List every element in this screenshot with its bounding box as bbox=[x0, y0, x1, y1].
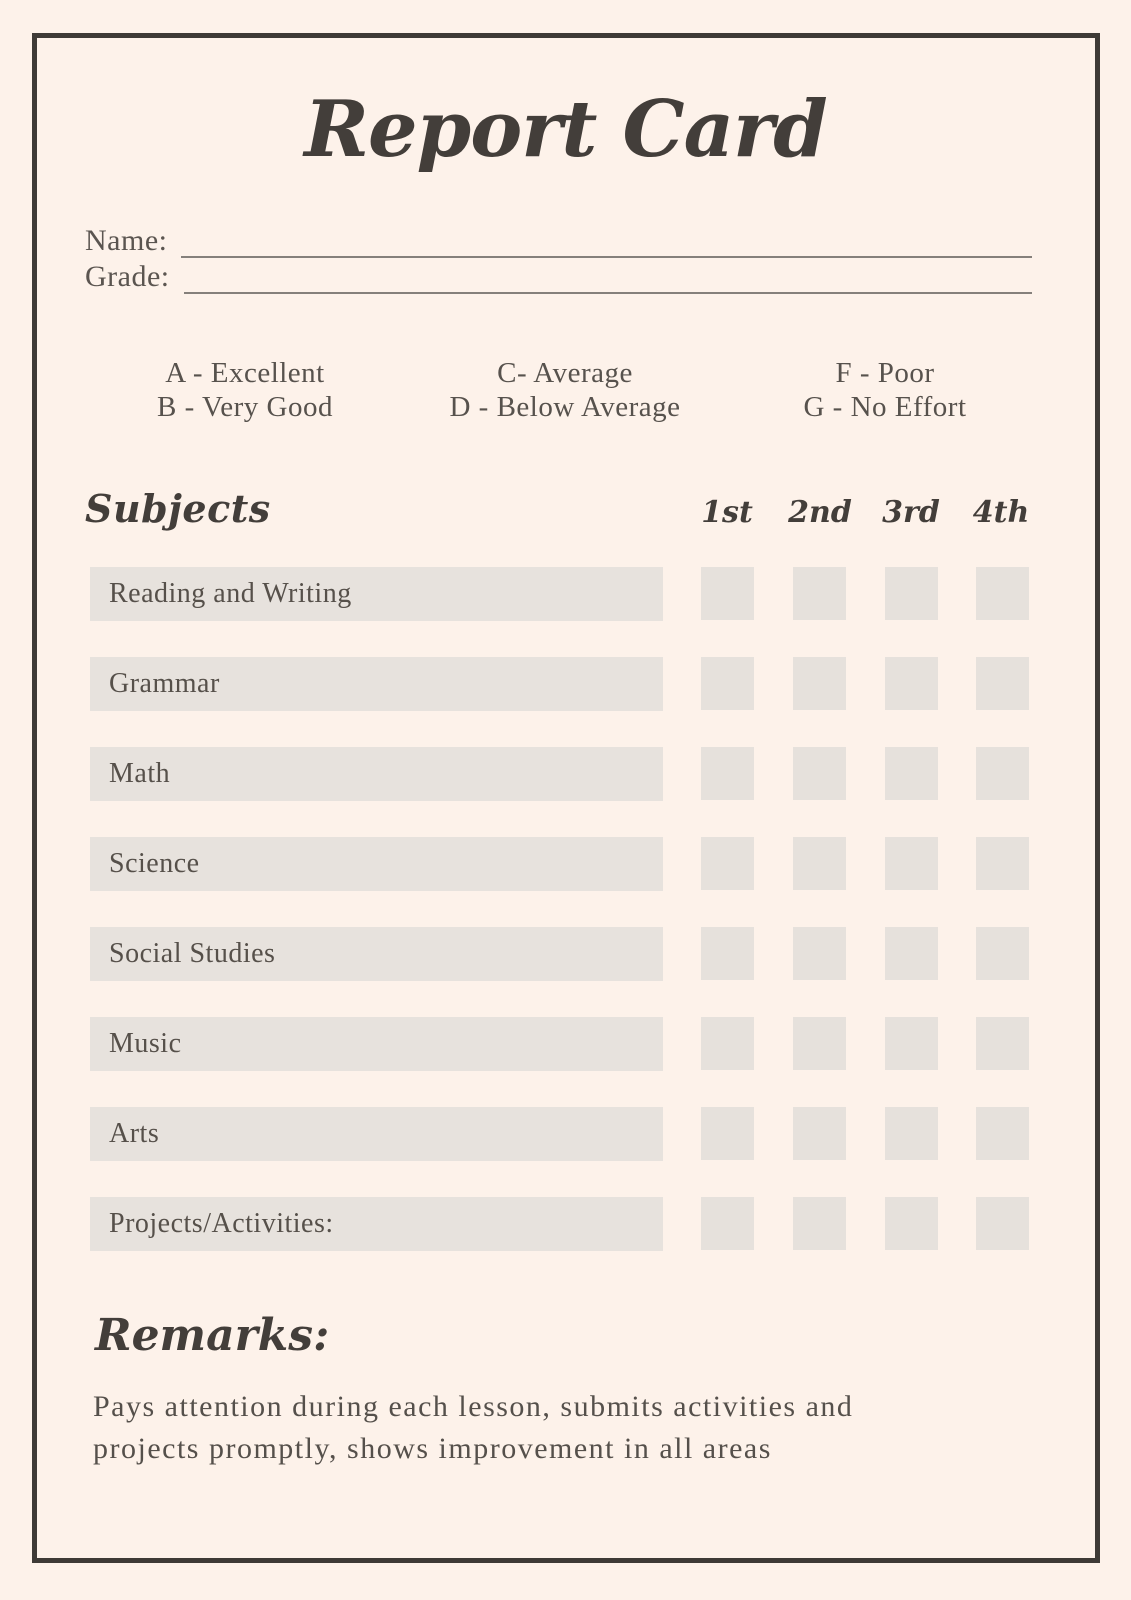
legend-column-2 bbox=[405, 356, 725, 424]
grade-cell[interactable] bbox=[701, 837, 754, 890]
remarks-line-1: Pays attention during each lesson, submits activities and bbox=[93, 1390, 854, 1423]
legend-item: D - Below Average bbox=[449, 391, 681, 423]
grade-cell[interactable] bbox=[976, 1107, 1029, 1160]
remarks-line-2: projects promptly, shows improvement in all areas bbox=[93, 1432, 772, 1465]
subject-label: Arts bbox=[109, 1118, 160, 1149]
remarks-heading: Remarks: bbox=[95, 1310, 330, 1361]
subjects-heading: Subjects bbox=[85, 486, 271, 531]
grade-cell[interactable] bbox=[885, 1107, 938, 1160]
grade-cell[interactable] bbox=[976, 927, 1029, 980]
grade-cell[interactable] bbox=[976, 657, 1029, 710]
grade-cell[interactable] bbox=[976, 1017, 1029, 1070]
grade-cell[interactable] bbox=[885, 927, 938, 980]
subject-label-bar bbox=[90, 1107, 663, 1161]
grade-cell[interactable] bbox=[885, 657, 938, 710]
grade-cell[interactable] bbox=[701, 747, 754, 800]
table-row bbox=[0, 1197, 1131, 1251]
subject-label: Music bbox=[109, 1028, 182, 1059]
grade-field-row bbox=[85, 260, 1032, 294]
grade-cell[interactable] bbox=[885, 837, 938, 890]
grade-cell[interactable] bbox=[885, 1197, 938, 1250]
grade-cell[interactable] bbox=[885, 567, 938, 620]
subject-label-bar bbox=[90, 837, 663, 891]
grade-label: Grade: bbox=[85, 260, 170, 293]
grade-cell[interactable] bbox=[976, 1197, 1029, 1250]
subject-label-bar bbox=[90, 567, 663, 621]
quarter-header-1st: 1st bbox=[701, 495, 753, 530]
quarter-header-4th: 4th bbox=[972, 495, 1030, 530]
grade-cell[interactable] bbox=[793, 1107, 846, 1160]
table-row bbox=[0, 657, 1131, 711]
grade-cell[interactable] bbox=[885, 1017, 938, 1070]
table-row bbox=[0, 927, 1131, 981]
name-line[interactable] bbox=[181, 224, 1032, 258]
table-row bbox=[0, 747, 1131, 801]
grading-legend bbox=[85, 356, 1045, 424]
legend-item: B - Very Good bbox=[157, 391, 333, 423]
grade-cell[interactable] bbox=[701, 567, 754, 620]
quarter-header-2nd: 2nd bbox=[788, 495, 852, 530]
name-field-row bbox=[85, 224, 1032, 258]
subject-label: Social Studies bbox=[109, 938, 276, 969]
quarter-header-3rd: 3rd bbox=[882, 495, 940, 530]
grade-cell[interactable] bbox=[793, 567, 846, 620]
grade-cell[interactable] bbox=[793, 1197, 846, 1250]
legend-item: C- Average bbox=[497, 357, 633, 389]
table-row bbox=[0, 837, 1131, 891]
subject-label-bar bbox=[90, 657, 663, 711]
legend-item: F - Poor bbox=[835, 357, 935, 389]
table-row bbox=[0, 1107, 1131, 1161]
subject-label-bar bbox=[90, 927, 663, 981]
grade-cell[interactable] bbox=[793, 747, 846, 800]
subject-label: Projects/Activities: bbox=[109, 1208, 334, 1239]
table-row bbox=[0, 1017, 1131, 1071]
grade-cell[interactable] bbox=[701, 927, 754, 980]
grade-cell[interactable] bbox=[976, 747, 1029, 800]
grade-cell[interactable] bbox=[793, 657, 846, 710]
subject-label-bar bbox=[90, 747, 663, 801]
subject-label: Science bbox=[109, 848, 200, 879]
subject-label-bar bbox=[90, 1017, 663, 1071]
legend-column-1 bbox=[85, 356, 405, 424]
subject-label: Reading and Writing bbox=[109, 578, 352, 609]
subject-label-bar bbox=[90, 1197, 663, 1251]
grade-cell[interactable] bbox=[976, 567, 1029, 620]
page-title: Report Card bbox=[304, 84, 827, 175]
name-label: Name: bbox=[85, 224, 168, 257]
grade-cell[interactable] bbox=[701, 1107, 754, 1160]
grade-line[interactable] bbox=[184, 260, 1032, 294]
table-row bbox=[0, 567, 1131, 621]
grade-cell[interactable] bbox=[701, 1197, 754, 1250]
legend-item: A - Excellent bbox=[165, 357, 325, 389]
grade-cell[interactable] bbox=[793, 837, 846, 890]
subject-label: Math bbox=[109, 758, 171, 789]
subject-label: Grammar bbox=[109, 668, 220, 699]
grade-cell[interactable] bbox=[885, 747, 938, 800]
grade-cell[interactable] bbox=[701, 1017, 754, 1070]
legend-item: G - No Effort bbox=[803, 391, 967, 423]
legend-column-3 bbox=[725, 356, 1045, 424]
grade-cell[interactable] bbox=[701, 657, 754, 710]
grade-cell[interactable] bbox=[976, 837, 1029, 890]
grade-cell[interactable] bbox=[793, 927, 846, 980]
remarks-text bbox=[93, 1386, 1033, 1470]
grade-cell[interactable] bbox=[793, 1017, 846, 1070]
